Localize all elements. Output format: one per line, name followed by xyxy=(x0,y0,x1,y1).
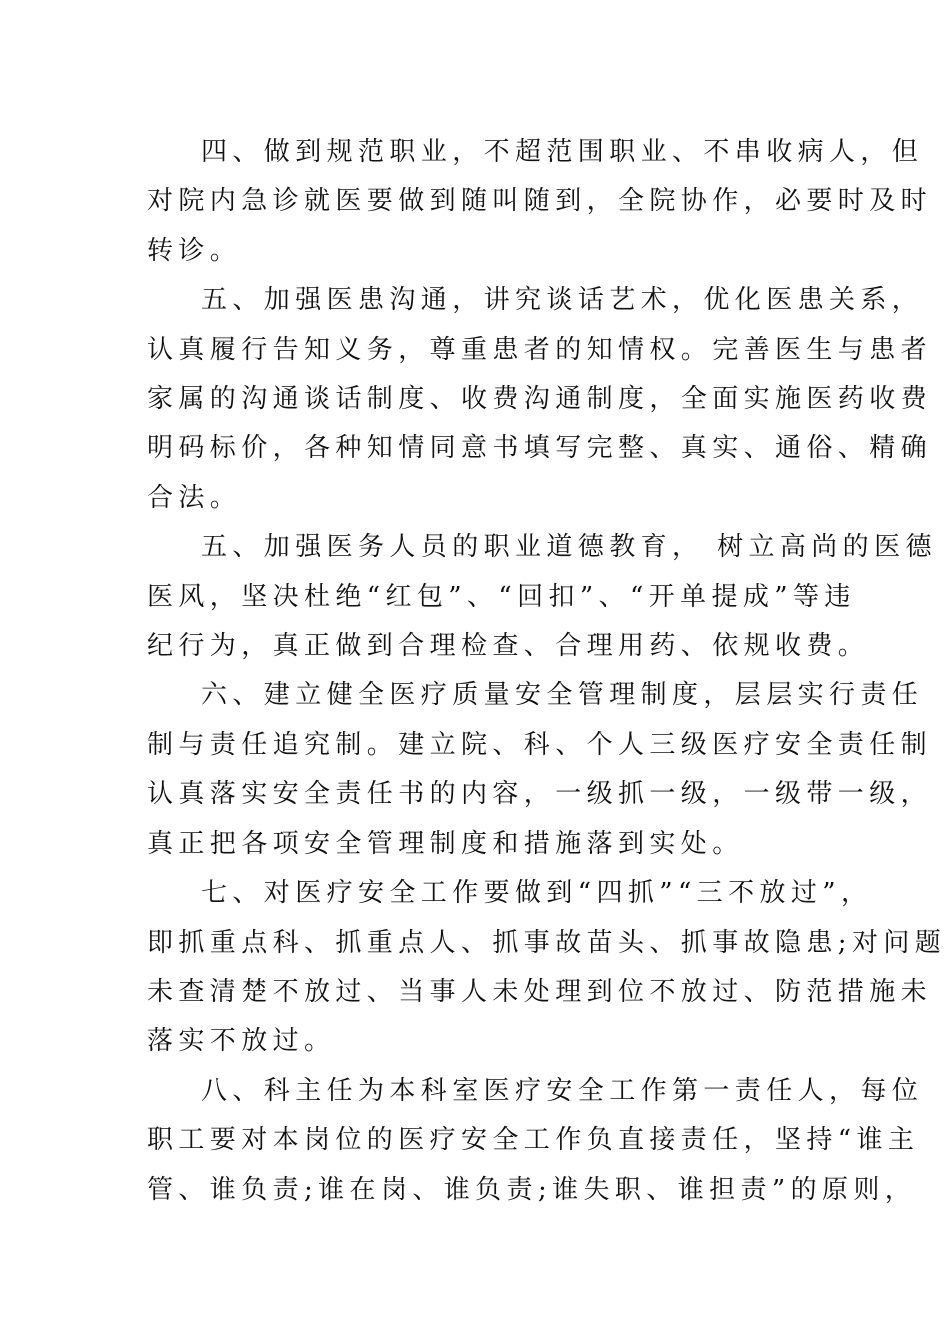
text-line: 明码标价，各种知情同意书填写完整、真实、通俗、精确 xyxy=(147,433,933,464)
text-line: 认真落实安全责任书的内容，一级抓一级，一级带一级， xyxy=(147,779,933,810)
text-line: 制与责任追究制。建立院、科、个人三级医疗安全责任制 xyxy=(147,729,933,760)
text-line: 医风，坚决杜绝“红包”、“回扣”、“开单提成”等违 xyxy=(147,581,856,612)
text-line: 落实不放过。 xyxy=(147,1026,336,1057)
text-line: 四、做到规范职业，不超范围职业、不串收病人，但 xyxy=(201,137,924,167)
document-body xyxy=(147,128,947,1215)
text-line: 未查清楚不放过、当事人未处理到位不放过、防范措施未 xyxy=(147,976,933,1007)
text-line: 六、建立健全医疗质量安全管理制度，层层实行责任 xyxy=(201,680,924,711)
text-line: 八、科主任为本科室医疗安全工作第一责任人，每位 xyxy=(201,1075,924,1106)
text-line: 七、对医疗安全工作要做到“四抓”“三不放过”， xyxy=(201,878,873,909)
paragraph-item-6 xyxy=(147,671,933,869)
text-line: 对院内急诊就医要做到随叫随到，全院协作，必要时及时 xyxy=(147,186,933,217)
text-line: 五、加强医患沟通，讲究谈话艺术，优化医患关系， xyxy=(201,285,924,316)
text-line: 真正把各项安全管理制度和措施落到实处。 xyxy=(147,828,744,859)
text-line: 家属的沟通谈话制度、收费沟通制度，全面实施医药收费 xyxy=(147,384,933,415)
paragraph-item-5b xyxy=(147,523,937,671)
text-line: 五、加强医务人员的职业道德教育， 树立高尚的医德 xyxy=(201,532,937,563)
text-line: 即抓重点科、抓重点人、抓事故苗头、抓事故隐患;对问题 xyxy=(147,927,947,958)
paragraph-item-5a xyxy=(147,276,933,523)
text-line: 转诊。 xyxy=(147,235,242,266)
paragraph-item-8 xyxy=(147,1067,924,1215)
text-line: 纪行为，真正做到合理检查、合理用药、依规收费。 xyxy=(147,631,870,662)
text-line: 职工要对本岗位的医疗安全工作负直接责任，坚持“谁主 xyxy=(147,1125,920,1156)
paragraph-item-7 xyxy=(147,869,947,1067)
text-line: 合法。 xyxy=(147,482,242,513)
text-line: 认真履行告知义务，尊重患者的知情权。完善医生与患者 xyxy=(147,334,933,365)
paragraph-item-4 xyxy=(147,128,933,276)
text-line: 管、谁负责;谁在岗、谁负责;谁失职、谁担责”的原则， xyxy=(147,1174,917,1205)
